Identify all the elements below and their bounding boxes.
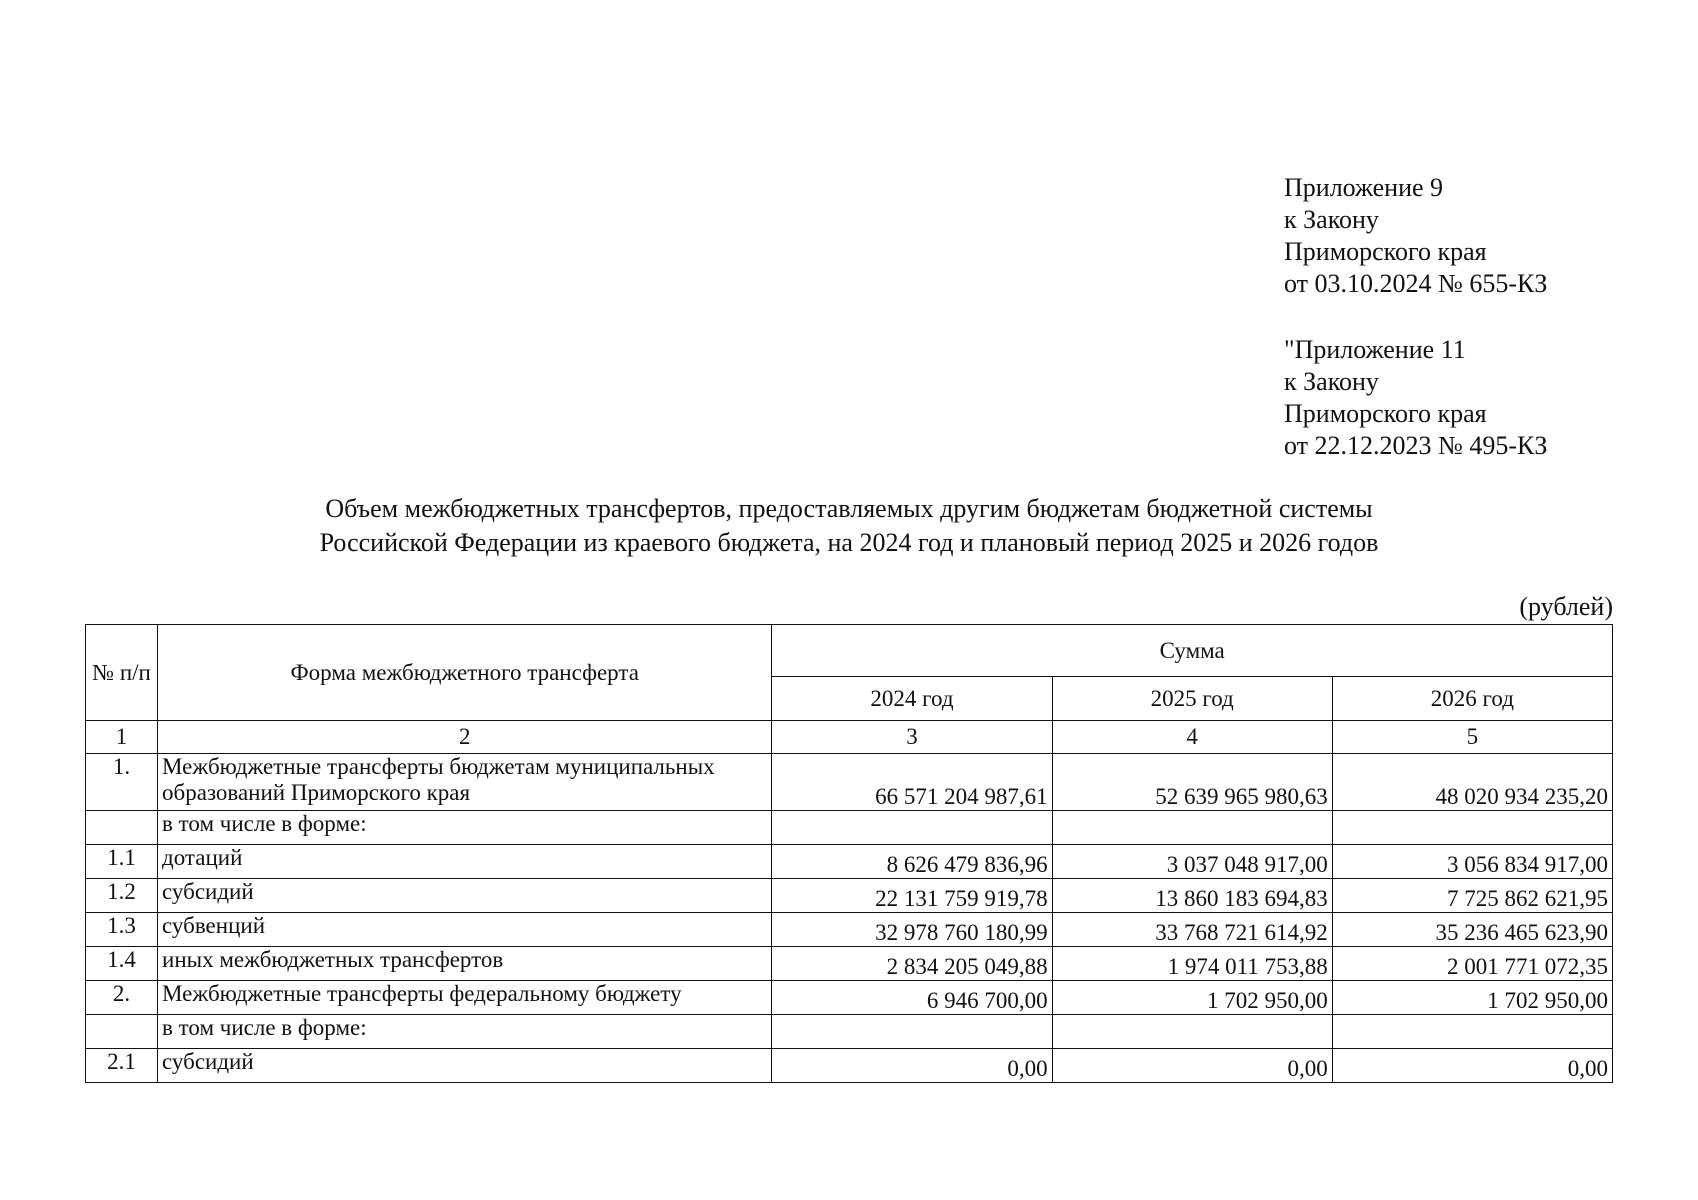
table-row [86, 913, 1613, 947]
table-row [86, 754, 1613, 811]
column-number: 2 [158, 721, 772, 754]
row-value-2026: 0,00 [1332, 1049, 1612, 1083]
row-number: 1. [86, 754, 158, 811]
row-number: 1.4 [86, 947, 158, 981]
table-row [86, 845, 1613, 879]
row-name: в том числе в форме: [158, 1015, 772, 1049]
row-value-2025: 0,00 [1052, 1049, 1332, 1083]
row-value-2025: 33 768 721 614,92 [1052, 913, 1332, 947]
row-value-2024: 66 571 204 987,61 [772, 754, 1052, 811]
attachment-line: от 22.12.2023 № 495-КЗ [1284, 431, 1548, 460]
row-value-2026: 2 001 771 072,35 [1332, 947, 1612, 981]
header-year-2024: 2024 год [772, 677, 1052, 721]
attachment-line: от 03.10.2024 № 655-КЗ [1284, 269, 1548, 298]
row-value-2025: 3 037 048 917,00 [1052, 845, 1332, 879]
document-title-line: Российской Федерации из краевого бюджета, на 2024 год и плановый период 2025 и 2026 годов [319, 528, 1379, 557]
column-number: 3 [772, 721, 1052, 754]
row-value-2026: 1 702 950,00 [1332, 981, 1612, 1015]
row-value-2024: 2 834 205 049,88 [772, 947, 1052, 981]
row-value-2024: 6 946 700,00 [772, 981, 1052, 1015]
column-numbers-row [86, 721, 1613, 754]
row-value-2024 [772, 1015, 1052, 1049]
row-value-2026: 48 020 934 235,20 [1332, 754, 1612, 811]
row-name: дотаций [158, 845, 772, 879]
header-sum: Сумма [772, 625, 1613, 677]
row-value-2025: 1 702 950,00 [1052, 981, 1332, 1015]
attachment-line: Приморского края [1284, 237, 1487, 266]
row-value-2026 [1332, 1015, 1612, 1049]
row-name: иных межбюджетных трансфертов [158, 947, 772, 981]
row-number: 2. [86, 981, 158, 1015]
attachment-line: Приморского края [1284, 399, 1487, 428]
attachment-line: к Закону [1284, 367, 1379, 396]
row-value-2026 [1332, 811, 1612, 845]
units-label: (рублей) [1519, 592, 1613, 621]
table-row [86, 811, 1613, 845]
row-value-2024: 0,00 [772, 1049, 1052, 1083]
column-number: 5 [1332, 721, 1612, 754]
document-title-line: Объем межбюджетных трансфертов, предоставляемых другим бюджетам бюджетной системы [325, 494, 1373, 523]
attachment-line: к Закону [1284, 205, 1379, 234]
attachment-header-current [1284, 172, 1547, 300]
table-row [86, 947, 1613, 981]
row-name: Межбюджетные трансферты бюджетам муниципальных образований Приморского края [158, 754, 772, 811]
row-number: 1.2 [86, 879, 158, 913]
transfers-table [85, 624, 1613, 1083]
document-title [0, 492, 1698, 560]
attachment-line: "Приложение 11 [1284, 335, 1466, 364]
column-number: 4 [1052, 721, 1332, 754]
header-num: № п/п [86, 625, 158, 721]
row-name: Межбюджетные трансферты федеральному бюджету [158, 981, 772, 1015]
row-number: 1.3 [86, 913, 158, 947]
row-number: 2.1 [86, 1049, 158, 1083]
row-name: субсидий [158, 879, 772, 913]
row-value-2024 [772, 811, 1052, 845]
row-value-2025: 52 639 965 980,63 [1052, 754, 1332, 811]
row-value-2026: 35 236 465 623,90 [1332, 913, 1612, 947]
row-number: 1.1 [86, 845, 158, 879]
row-value-2025: 13 860 183 694,83 [1052, 879, 1332, 913]
row-value-2024: 32 978 760 180,99 [772, 913, 1052, 947]
header-year-2026: 2026 год [1332, 677, 1612, 721]
row-value-2025 [1052, 1015, 1332, 1049]
header-form: Форма межбюджетного трансферта [158, 625, 772, 721]
table-row [86, 1015, 1613, 1049]
row-number [86, 1015, 158, 1049]
table-row [86, 1049, 1613, 1083]
row-number [86, 811, 158, 845]
attachment-line: Приложение 9 [1284, 173, 1444, 202]
row-value-2024: 22 131 759 919,78 [772, 879, 1052, 913]
row-value-2026: 3 056 834 917,00 [1332, 845, 1612, 879]
header-year-2025: 2025 год [1052, 677, 1332, 721]
column-number: 1 [86, 721, 158, 754]
row-value-2026: 7 725 862 621,95 [1332, 879, 1612, 913]
row-value-2024: 8 626 479 836,96 [772, 845, 1052, 879]
row-name: субсидий [158, 1049, 772, 1083]
row-name: в том числе в форме: [158, 811, 772, 845]
table-row [86, 981, 1613, 1015]
row-name: субвенций [158, 913, 772, 947]
table-row [86, 879, 1613, 913]
attachment-header-original [1284, 334, 1547, 462]
row-value-2025: 1 974 011 753,88 [1052, 947, 1332, 981]
row-value-2025 [1052, 811, 1332, 845]
